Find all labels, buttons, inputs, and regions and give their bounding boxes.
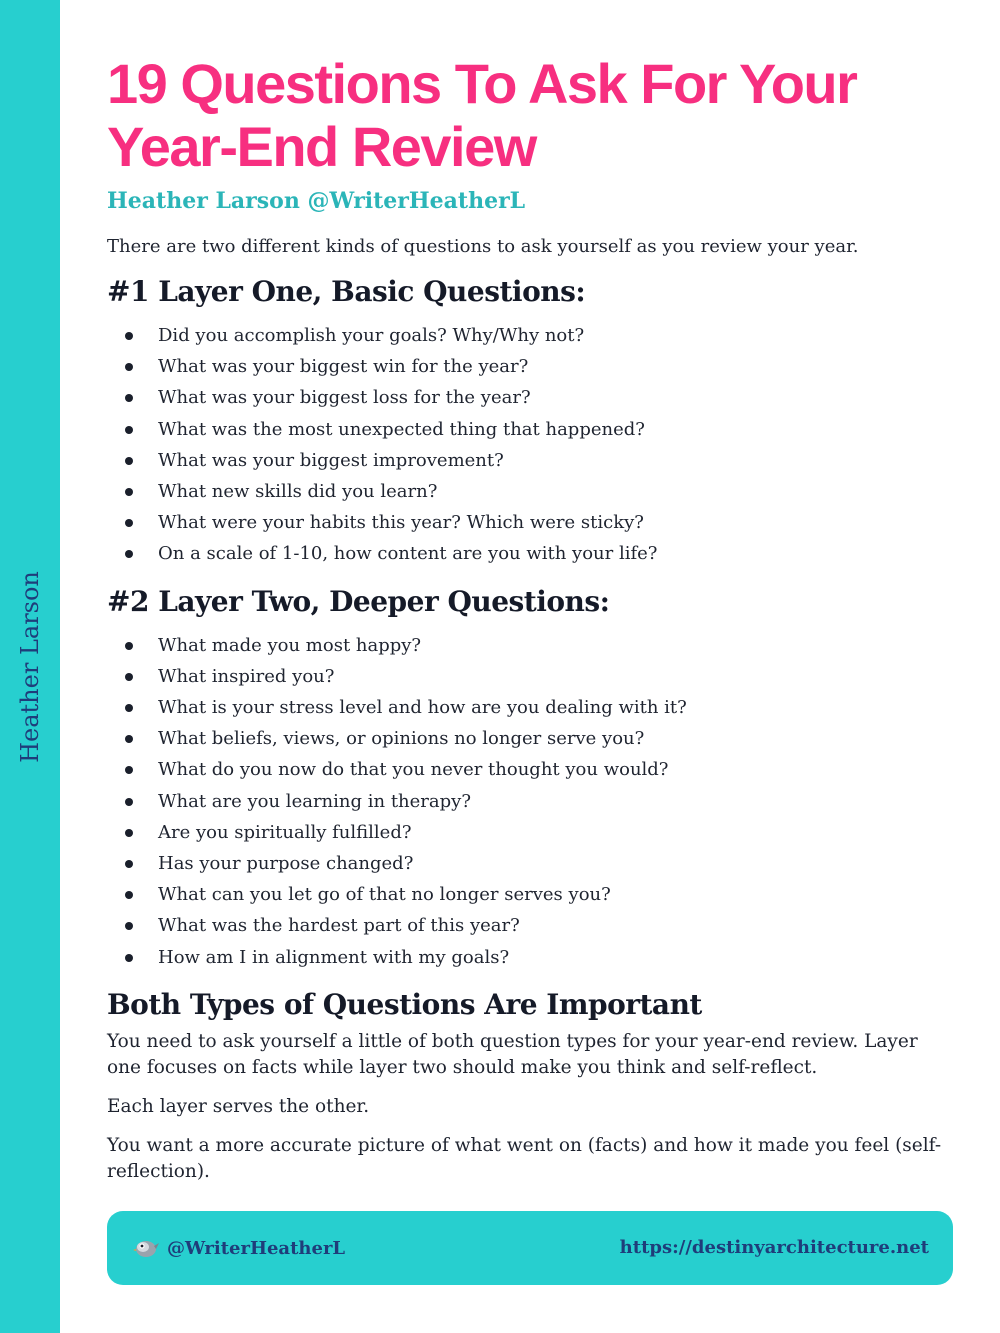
section-3-paragraph: Each layer serves the other.: [107, 1095, 370, 1117]
list-item: What was the most unexpected thing that happened?: [107, 414, 955, 445]
section-3-paragraph: You want a more accurate picture of what went on (facts) and how it made you feel (self-reflection).: [107, 1134, 942, 1182]
list-item: Did you accomplish your goals? Why/Why not?: [107, 320, 955, 351]
list-item: What was the hardest part of this year?: [107, 910, 955, 941]
list-item: On a scale of 1-10, how content are you with your life?: [107, 538, 955, 569]
list-item: Are you spiritually fulfilled?: [107, 817, 955, 848]
footer-handle-group[interactable]: [133, 1211, 345, 1285]
list-item: What beliefs, views, or opinions no longer serve you?: [107, 723, 955, 754]
footer-handle[interactable]: @WriterHeatherL: [167, 1237, 346, 1259]
section-2-list: [107, 630, 955, 973]
sidebar-author-label: Heather Larson: [16, 571, 44, 763]
list-item: What made you most happy?: [107, 630, 955, 661]
section-3-paragraph: You need to ask yourself a little of both question types for your year-end review. Layer one focuses on facts while layer two should make you think and self-reflect.: [107, 1030, 918, 1078]
footer-banner: [107, 1211, 953, 1285]
page-title: 19 Questions To Ask For Your Year-End Review: [107, 52, 857, 178]
list-item: What new skills did you learn?: [107, 476, 955, 507]
list-item: What was your biggest win for the year?: [107, 351, 955, 382]
main-content: [107, 52, 955, 1185]
section-1-heading: #1 Layer One, Basic Questions:: [107, 275, 586, 308]
list-item: What inspired you?: [107, 661, 955, 692]
list-item: What is your stress level and how are you dealing with it?: [107, 692, 955, 723]
list-item: What are you learning in therapy?: [107, 786, 955, 817]
intro-text: There are two different kinds of questions to ask yourself as you review your year.: [107, 236, 859, 257]
list-item: How am I in alignment with my goals?: [107, 942, 955, 973]
footer-website-link[interactable]: https://destinyarchitecture.net: [619, 1237, 929, 1258]
bird-icon: [133, 1237, 159, 1259]
section-2-heading: #2 Layer Two, Deeper Questions:: [107, 584, 610, 618]
list-item: What were your habits this year? Which were sticky?: [107, 507, 955, 538]
section-3-heading: Both Types of Questions Are Important: [107, 987, 702, 1021]
list-item: What can you let go of that no longer serves you?: [107, 879, 955, 910]
list-item: Has your purpose changed?: [107, 848, 955, 879]
author-byline: Heather Larson @WriterHeatherL: [107, 188, 526, 214]
sidebar: [0, 0, 60, 1333]
list-item: What was your biggest improvement?: [107, 445, 955, 476]
section-1-list: [107, 320, 955, 570]
list-item: What was your biggest loss for the year?: [107, 382, 955, 413]
list-item: What do you now do that you never thought you would?: [107, 754, 955, 785]
